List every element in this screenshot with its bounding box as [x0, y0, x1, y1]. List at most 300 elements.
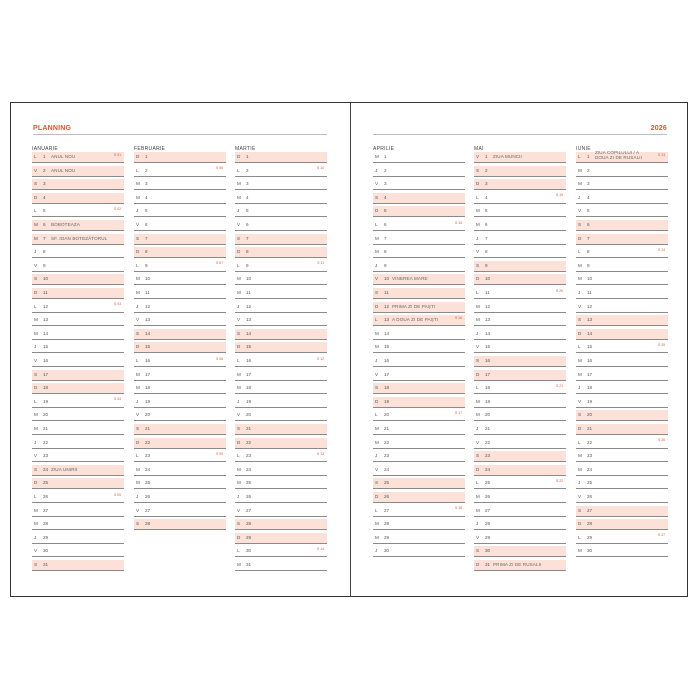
day-row[interactable] — [134, 179, 226, 190]
weekday-letter: L — [34, 303, 37, 309]
day-row[interactable] — [474, 465, 566, 476]
day-row[interactable] — [235, 247, 327, 258]
planning-title: PLANNING — [33, 125, 72, 132]
day-row[interactable] — [474, 274, 566, 285]
day-row[interactable] — [373, 302, 465, 313]
day-row[interactable] — [32, 342, 124, 353]
day-row[interactable] — [474, 302, 566, 313]
day-number: 1 — [43, 154, 46, 159]
day-row[interactable] — [32, 302, 124, 313]
day-row[interactable] — [32, 356, 124, 367]
day-row[interactable] — [373, 342, 465, 353]
day-row[interactable] — [373, 410, 465, 421]
day-row[interactable] — [134, 315, 226, 326]
day-row[interactable] — [32, 478, 124, 489]
weekday-letter: M — [136, 194, 140, 200]
day-row[interactable] — [373, 478, 465, 489]
day-row[interactable] — [373, 247, 465, 258]
day-row[interactable] — [576, 533, 668, 544]
day-row[interactable] — [32, 397, 124, 408]
day-row[interactable] — [134, 370, 226, 381]
day-row[interactable] — [373, 152, 465, 163]
day-number: 16 — [485, 358, 491, 363]
day-number: 9 — [43, 262, 46, 268]
day-row[interactable] — [235, 424, 327, 435]
day-row[interactable] — [32, 519, 124, 530]
day-number: 23 — [587, 453, 593, 459]
day-row[interactable] — [373, 506, 465, 517]
day-row[interactable] — [373, 315, 465, 326]
day-row[interactable] — [373, 370, 465, 381]
day-row[interactable] — [576, 519, 668, 530]
day-number: 30 — [384, 548, 390, 554]
day-row[interactable] — [134, 410, 226, 421]
day-row[interactable] — [134, 492, 226, 503]
day-number: 11 — [384, 290, 389, 295]
day-number: 30 — [43, 548, 49, 554]
day-row[interactable] — [32, 533, 124, 544]
day-row[interactable] — [474, 410, 566, 421]
day-row[interactable] — [373, 329, 465, 340]
day-row[interactable] — [235, 234, 327, 245]
day-row[interactable] — [474, 492, 566, 503]
day-row[interactable] — [576, 234, 668, 245]
day-number: 16 — [587, 358, 593, 363]
weekday-letter: J — [476, 235, 479, 241]
day-row[interactable] — [474, 383, 566, 394]
weekday-letter: V — [34, 262, 38, 268]
day-number: 29 — [485, 534, 491, 540]
weekday-letter: M — [578, 181, 582, 187]
weekday-letter: J — [136, 494, 139, 499]
weekday-letter: L — [578, 154, 581, 159]
day-row[interactable] — [134, 166, 226, 177]
week-number: S 01 — [114, 152, 121, 157]
day-row[interactable] — [235, 315, 327, 326]
day-row[interactable] — [576, 465, 668, 476]
day-row[interactable] — [373, 492, 465, 503]
week-number: S 27 — [658, 533, 665, 538]
day-row[interactable] — [474, 506, 566, 517]
week-number: S 17 — [455, 410, 462, 415]
weekday-letter: L — [237, 167, 240, 173]
day-number: 30 — [485, 548, 491, 554]
day-row[interactable] — [134, 193, 226, 204]
day-row[interactable] — [32, 206, 124, 217]
day-row[interactable] — [134, 506, 226, 517]
day-row[interactable] — [235, 261, 327, 272]
day-row[interactable] — [235, 166, 327, 177]
day-row[interactable] — [235, 506, 327, 517]
day-number: 28 — [485, 521, 491, 527]
day-number: 20 — [485, 412, 491, 418]
day-row[interactable] — [235, 152, 327, 163]
day-row[interactable] — [474, 234, 566, 245]
day-row[interactable] — [32, 166, 124, 177]
day-number: 20 — [145, 412, 151, 418]
day-row[interactable] — [474, 438, 566, 449]
weekday-letter: M — [237, 181, 241, 187]
weekday-letter: L — [375, 317, 378, 323]
day-row[interactable] — [134, 206, 226, 217]
day-row[interactable] — [576, 397, 668, 408]
day-row[interactable] — [235, 451, 327, 462]
day-row[interactable] — [373, 288, 465, 299]
day-row[interactable] — [576, 478, 668, 489]
day-row[interactable] — [474, 220, 566, 231]
weekday-letter: S — [34, 466, 38, 472]
day-number: 29 — [246, 534, 252, 540]
weekday-letter: L — [136, 262, 139, 268]
day-row[interactable] — [235, 438, 327, 449]
day-row[interactable] — [474, 193, 566, 204]
day-row[interactable] — [373, 397, 465, 408]
weekday-letter: M — [375, 249, 379, 255]
weekday-letter: D — [237, 439, 241, 445]
weekday-letter: M — [136, 480, 140, 486]
day-row[interactable] — [235, 465, 327, 476]
day-row[interactable] — [235, 206, 327, 217]
day-number: 11 — [485, 290, 490, 295]
weekday-letter: D — [237, 154, 241, 159]
day-row[interactable] — [235, 342, 327, 353]
weekday-letter: M — [34, 330, 38, 336]
day-row[interactable] — [373, 166, 465, 177]
day-number: 3 — [587, 181, 590, 187]
day-row[interactable] — [134, 519, 226, 530]
day-row[interactable] — [576, 206, 668, 217]
day-row[interactable] — [373, 356, 465, 367]
month-name: MARTIE — [235, 146, 256, 152]
day-row[interactable] — [576, 274, 668, 285]
day-row[interactable] — [134, 329, 226, 340]
day-row[interactable] — [373, 274, 465, 285]
day-number: 26 — [485, 494, 491, 499]
day-row[interactable] — [576, 424, 668, 435]
weekday-letter: M — [237, 194, 241, 200]
day-row[interactable] — [373, 519, 465, 530]
day-number: 25 — [43, 480, 49, 486]
weekday-letter: D — [476, 466, 480, 472]
day-row[interactable] — [576, 410, 668, 421]
day-row[interactable] — [235, 492, 327, 503]
weekday-letter: L — [375, 412, 378, 418]
day-row[interactable] — [134, 261, 226, 272]
weekday-letter: L — [34, 398, 37, 404]
day-number: 7 — [246, 235, 249, 241]
day-number: 4 — [485, 194, 488, 200]
day-row[interactable] — [134, 383, 226, 394]
day-row[interactable] — [134, 220, 226, 231]
weekday-letter: L — [578, 439, 581, 445]
weekday-letter: J — [34, 439, 37, 445]
day-row[interactable] — [474, 342, 566, 353]
day-row[interactable] — [235, 533, 327, 544]
day-number: 1 — [246, 154, 249, 159]
day-row[interactable] — [235, 397, 327, 408]
day-number: 28 — [246, 521, 252, 527]
day-number: 28 — [43, 521, 49, 527]
day-row[interactable] — [134, 274, 226, 285]
day-row[interactable] — [474, 519, 566, 530]
day-row[interactable] — [474, 206, 566, 217]
weekday-letter: D — [136, 154, 140, 159]
day-row[interactable] — [32, 506, 124, 517]
day-row[interactable] — [576, 383, 668, 394]
day-row[interactable] — [576, 152, 668, 163]
day-row[interactable] — [576, 179, 668, 190]
day-row[interactable] — [235, 356, 327, 367]
day-row[interactable] — [373, 424, 465, 435]
day-row[interactable] — [134, 302, 226, 313]
day-row[interactable] — [134, 451, 226, 462]
day-number: 26 — [43, 494, 49, 499]
day-row[interactable] — [32, 220, 124, 231]
day-row[interactable] — [32, 465, 124, 476]
day-row[interactable] — [134, 356, 226, 367]
day-row[interactable] — [32, 546, 124, 557]
day-number: 29 — [587, 534, 593, 540]
weekday-letter: D — [237, 534, 241, 540]
day-row[interactable] — [576, 315, 668, 326]
day-row[interactable] — [474, 478, 566, 489]
weekday-letter: M — [136, 290, 140, 295]
day-row[interactable] — [474, 329, 566, 340]
day-row[interactable] — [32, 179, 124, 190]
day-number: 31 — [485, 562, 491, 567]
weekday-letter: L — [578, 249, 581, 255]
day-number: 13 — [587, 317, 593, 323]
weekday-letter: L — [237, 358, 240, 363]
month-name: FEBRUARIE — [134, 146, 166, 152]
day-row[interactable] — [373, 234, 465, 245]
day-row[interactable] — [474, 356, 566, 367]
day-row[interactable] — [576, 356, 668, 367]
day-row[interactable] — [235, 274, 327, 285]
day-row[interactable] — [32, 193, 124, 204]
day-row[interactable] — [32, 247, 124, 258]
day-row[interactable] — [474, 315, 566, 326]
day-number: 8 — [587, 249, 590, 255]
day-row[interactable] — [576, 546, 668, 557]
day-row[interactable] — [32, 560, 124, 571]
day-number: 18 — [43, 385, 49, 391]
day-row[interactable] — [576, 193, 668, 204]
day-row[interactable] — [474, 397, 566, 408]
weekday-letter: D — [578, 426, 582, 431]
day-row[interactable] — [32, 261, 124, 272]
day-row[interactable] — [32, 383, 124, 394]
day-row[interactable] — [373, 546, 465, 557]
weekday-letter: M — [375, 235, 379, 241]
day-row[interactable] — [373, 383, 465, 394]
day-row[interactable] — [134, 438, 226, 449]
day-row[interactable] — [134, 234, 226, 245]
weekday-letter: V — [136, 507, 140, 513]
week-number: S 13 — [317, 451, 324, 456]
day-number: 5 — [587, 208, 590, 214]
day-row[interactable] — [373, 438, 465, 449]
day-number: 24 — [384, 466, 390, 472]
day-row[interactable] — [373, 451, 465, 462]
day-row[interactable] — [32, 451, 124, 462]
week-number: S 12 — [317, 356, 324, 361]
day-number: 21 — [246, 426, 252, 431]
day-row[interactable] — [474, 288, 566, 299]
day-row[interactable] — [373, 261, 465, 272]
day-row[interactable] — [474, 166, 566, 177]
day-number: 25 — [145, 480, 151, 486]
weekday-letter: S — [136, 521, 140, 527]
weekday-letter: S — [375, 480, 379, 486]
day-row[interactable] — [32, 234, 124, 245]
day-row[interactable] — [576, 438, 668, 449]
weekday-letter: M — [237, 466, 241, 472]
day-row[interactable] — [235, 288, 327, 299]
day-row[interactable] — [576, 261, 668, 272]
day-row[interactable] — [474, 247, 566, 258]
day-number: 26 — [587, 494, 593, 499]
day-row[interactable] — [32, 274, 124, 285]
day-row[interactable] — [134, 478, 226, 489]
day-row[interactable] — [32, 315, 124, 326]
day-row[interactable] — [373, 465, 465, 476]
day-number: 27 — [145, 507, 151, 513]
day-row[interactable] — [576, 329, 668, 340]
weekday-letter: J — [375, 358, 378, 363]
day-row[interactable] — [576, 506, 668, 517]
week-number: S 20 — [556, 288, 563, 293]
day-row[interactable] — [235, 370, 327, 381]
day-row[interactable] — [32, 438, 124, 449]
day-row[interactable] — [32, 424, 124, 435]
weekday-letter: L — [375, 507, 378, 513]
day-row[interactable] — [373, 193, 465, 204]
day-number: 16 — [384, 358, 390, 363]
day-row[interactable] — [134, 424, 226, 435]
day-row[interactable] — [32, 370, 124, 381]
day-number: 14 — [384, 330, 390, 336]
weekday-letter: V — [476, 534, 480, 540]
day-row[interactable] — [576, 370, 668, 381]
day-row[interactable] — [235, 410, 327, 421]
day-row[interactable] — [134, 152, 226, 163]
week-number: S 15 — [455, 220, 462, 225]
weekday-letter: J — [375, 548, 378, 554]
day-row[interactable] — [474, 451, 566, 462]
weekday-letter: D — [578, 235, 582, 241]
day-row[interactable] — [235, 560, 327, 571]
day-row[interactable] — [134, 342, 226, 353]
day-row[interactable] — [373, 220, 465, 231]
day-number: 8 — [246, 249, 249, 255]
day-number: 3 — [145, 181, 148, 187]
day-number: 10 — [384, 276, 390, 282]
day-row[interactable] — [576, 247, 668, 258]
day-row[interactable] — [235, 478, 327, 489]
day-number: 31 — [43, 562, 49, 567]
week-number: S 06 — [216, 166, 223, 171]
week-number: S 21 — [556, 383, 563, 388]
week-number: S 19 — [556, 193, 563, 198]
day-row[interactable] — [576, 288, 668, 299]
day-number: 16 — [43, 358, 49, 363]
day-row[interactable] — [474, 152, 566, 163]
day-row[interactable] — [576, 166, 668, 177]
week-number: S 25 — [658, 342, 665, 347]
day-number: 6 — [43, 222, 46, 227]
day-row[interactable] — [235, 519, 327, 530]
day-row[interactable] — [373, 206, 465, 217]
day-row[interactable] — [235, 329, 327, 340]
day-number: 4 — [43, 194, 46, 200]
day-row[interactable] — [235, 302, 327, 313]
day-row[interactable] — [32, 152, 124, 163]
day-row[interactable] — [32, 492, 124, 503]
day-row[interactable] — [576, 492, 668, 503]
day-row[interactable] — [235, 193, 327, 204]
day-row[interactable] — [134, 465, 226, 476]
day-row[interactable] — [235, 220, 327, 231]
day-row[interactable] — [576, 220, 668, 231]
weekday-letter: D — [34, 385, 38, 391]
day-number: 27 — [587, 507, 593, 513]
weekday-letter: M — [578, 548, 582, 554]
day-row[interactable] — [235, 546, 327, 557]
day-number: 17 — [485, 371, 491, 377]
day-row[interactable] — [134, 397, 226, 408]
day-row[interactable] — [373, 533, 465, 544]
day-row[interactable] — [474, 370, 566, 381]
weekday-letter: S — [476, 262, 480, 268]
day-row[interactable] — [373, 179, 465, 190]
day-row[interactable] — [474, 560, 566, 571]
day-row[interactable] — [235, 383, 327, 394]
month-name: APRILIE — [373, 146, 395, 152]
day-number: 20 — [246, 412, 252, 418]
day-number: 16 — [145, 358, 151, 363]
day-row[interactable] — [235, 179, 327, 190]
day-number: 27 — [43, 507, 49, 513]
day-row[interactable] — [474, 424, 566, 435]
day-row[interactable] — [32, 410, 124, 421]
day-row[interactable] — [576, 302, 668, 313]
day-row[interactable] — [474, 179, 566, 190]
day-row[interactable] — [32, 288, 124, 299]
weekday-letter: V — [237, 507, 241, 513]
day-row[interactable] — [474, 261, 566, 272]
day-number: 5 — [246, 208, 249, 214]
day-row[interactable] — [32, 329, 124, 340]
day-row[interactable] — [134, 288, 226, 299]
day-row[interactable] — [576, 342, 668, 353]
day-row[interactable] — [474, 533, 566, 544]
day-row[interactable] — [134, 247, 226, 258]
week-number: S 03 — [114, 302, 121, 307]
weekday-letter: M — [237, 480, 241, 486]
day-row[interactable] — [474, 546, 566, 557]
weekday-letter: J — [375, 453, 378, 459]
day-row[interactable] — [576, 451, 668, 462]
day-number: 6 — [384, 222, 387, 227]
day-number: 12 — [587, 303, 593, 309]
weekday-letter: D — [237, 249, 241, 255]
day-number: 24 — [246, 466, 252, 472]
day-number: 17 — [384, 371, 390, 377]
weekday-letter: V — [375, 466, 379, 472]
weekday-letter: V — [136, 222, 140, 227]
day-number: 24 — [145, 466, 151, 472]
